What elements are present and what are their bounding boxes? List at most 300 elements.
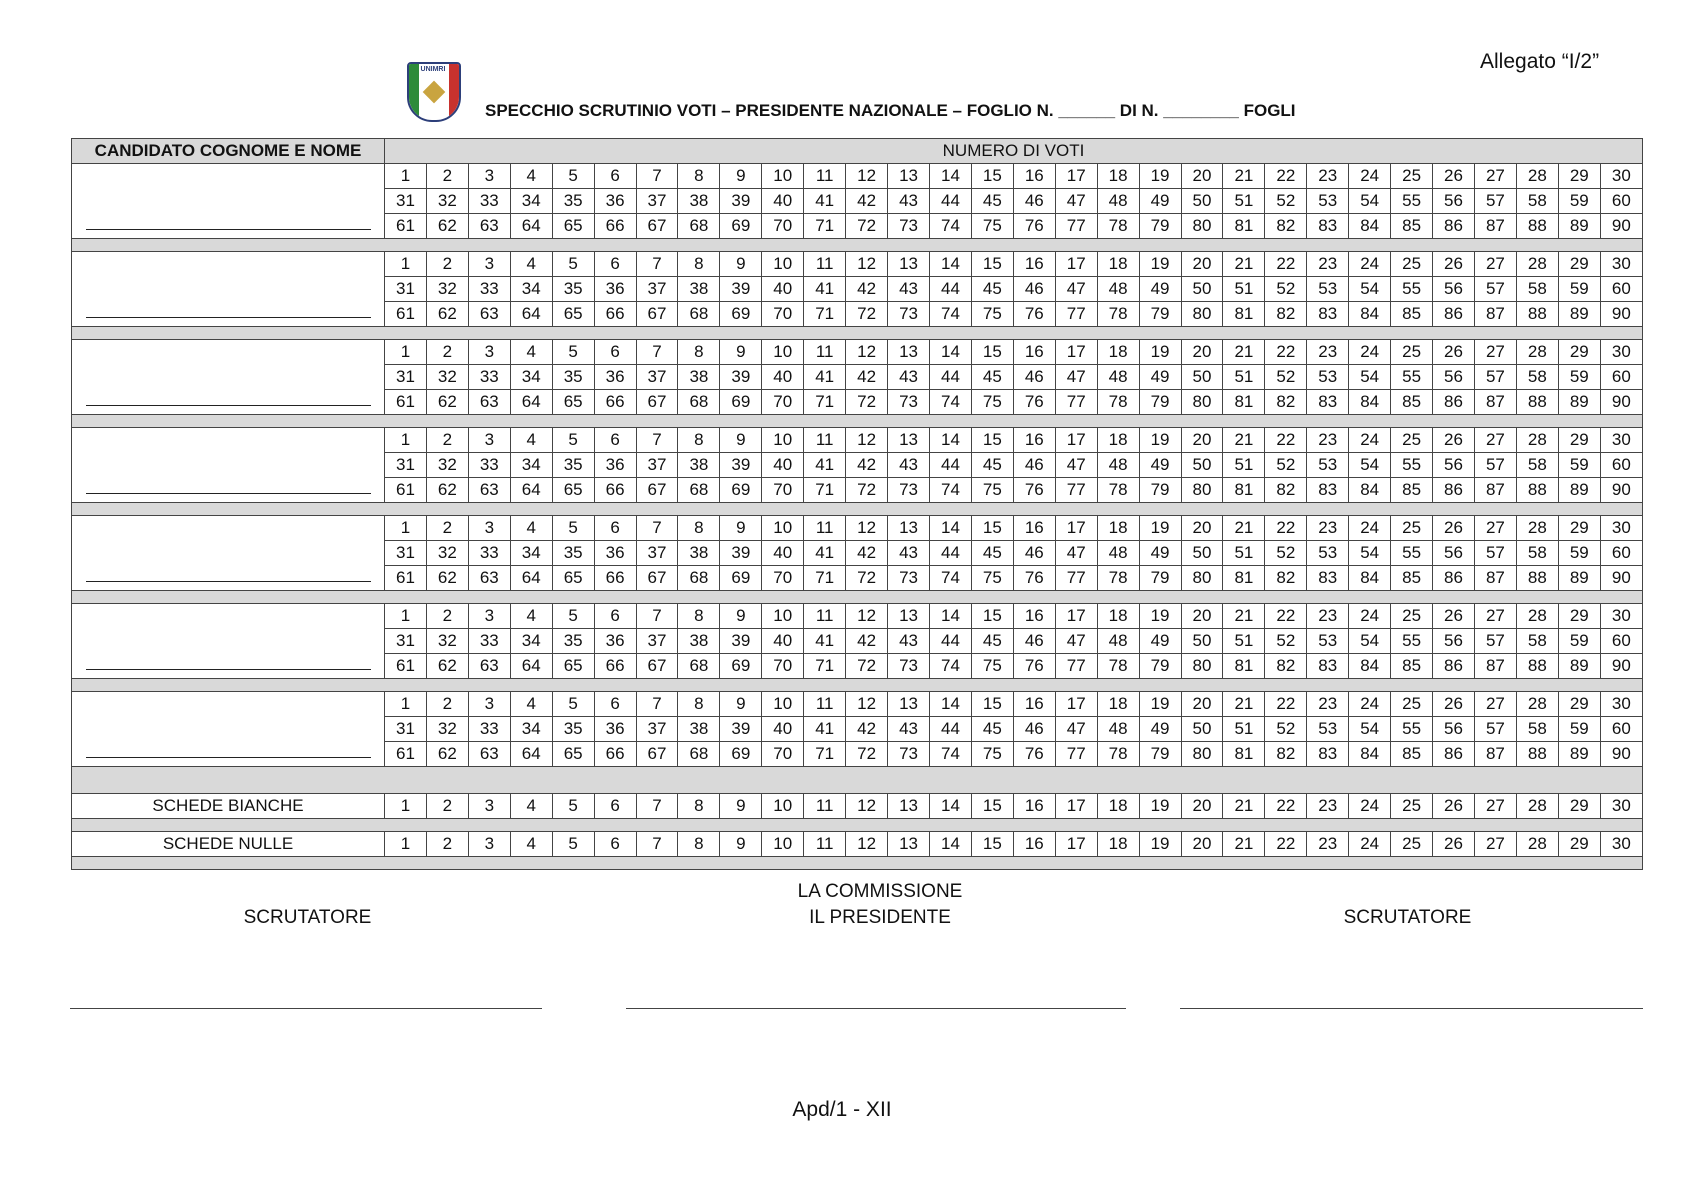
- vote-cell[interactable]: 52: [1265, 277, 1307, 302]
- vote-cell[interactable]: 80: [1181, 302, 1223, 327]
- vote-cell[interactable]: 79: [1139, 742, 1181, 767]
- vote-cell[interactable]: 74: [929, 214, 971, 239]
- vote-cell[interactable]: 58: [1516, 365, 1558, 390]
- vote-cell[interactable]: 28: [1516, 832, 1558, 857]
- vote-cell[interactable]: 19: [1139, 252, 1181, 277]
- vote-cell[interactable]: 87: [1474, 214, 1516, 239]
- vote-cell[interactable]: 57: [1474, 189, 1516, 214]
- vote-cell[interactable]: 50: [1181, 717, 1223, 742]
- vote-cell[interactable]: 90: [1600, 302, 1642, 327]
- vote-cell[interactable]: 2: [426, 604, 468, 629]
- vote-cell[interactable]: 20: [1181, 252, 1223, 277]
- vote-cell[interactable]: 73: [888, 390, 930, 415]
- vote-cell[interactable]: 75: [971, 654, 1013, 679]
- vote-cell[interactable]: 89: [1558, 742, 1600, 767]
- vote-cell[interactable]: 34: [510, 629, 552, 654]
- vote-cell[interactable]: 69: [720, 214, 762, 239]
- vote-cell[interactable]: 34: [510, 453, 552, 478]
- vote-cell[interactable]: 64: [510, 566, 552, 591]
- vote-cell[interactable]: 23: [1307, 252, 1349, 277]
- vote-cell[interactable]: 53: [1307, 365, 1349, 390]
- vote-cell[interactable]: 17: [1055, 604, 1097, 629]
- vote-cell[interactable]: 64: [510, 742, 552, 767]
- vote-cell[interactable]: 22: [1265, 604, 1307, 629]
- vote-cell[interactable]: 15: [971, 604, 1013, 629]
- vote-cell[interactable]: 77: [1055, 566, 1097, 591]
- vote-cell[interactable]: 20: [1181, 516, 1223, 541]
- vote-cell[interactable]: 39: [720, 717, 762, 742]
- vote-cell[interactable]: 38: [678, 541, 720, 566]
- vote-cell[interactable]: 7: [636, 832, 678, 857]
- vote-cell[interactable]: 27: [1474, 794, 1516, 819]
- vote-cell[interactable]: 71: [804, 478, 846, 503]
- vote-cell[interactable]: 49: [1139, 365, 1181, 390]
- vote-cell[interactable]: 32: [426, 189, 468, 214]
- vote-cell[interactable]: 35: [552, 365, 594, 390]
- vote-cell[interactable]: 5: [552, 516, 594, 541]
- vote-cell[interactable]: 55: [1391, 629, 1433, 654]
- vote-cell[interactable]: 12: [846, 692, 888, 717]
- vote-cell[interactable]: 71: [804, 742, 846, 767]
- vote-cell[interactable]: 22: [1265, 692, 1307, 717]
- vote-cell[interactable]: 36: [594, 365, 636, 390]
- vote-cell[interactable]: 67: [636, 214, 678, 239]
- vote-cell[interactable]: 34: [510, 189, 552, 214]
- vote-cell[interactable]: 81: [1223, 478, 1265, 503]
- vote-cell[interactable]: 58: [1516, 717, 1558, 742]
- vote-cell[interactable]: 81: [1223, 654, 1265, 679]
- vote-cell[interactable]: 86: [1433, 390, 1475, 415]
- vote-cell[interactable]: 76: [1013, 390, 1055, 415]
- vote-cell[interactable]: 84: [1349, 302, 1391, 327]
- vote-cell[interactable]: 11: [804, 428, 846, 453]
- vote-cell[interactable]: 36: [594, 189, 636, 214]
- vote-cell[interactable]: 15: [971, 832, 1013, 857]
- vote-cell[interactable]: 73: [888, 654, 930, 679]
- vote-cell[interactable]: 13: [888, 428, 930, 453]
- vote-cell[interactable]: 67: [636, 742, 678, 767]
- vote-cell[interactable]: 18: [1097, 604, 1139, 629]
- vote-cell[interactable]: 81: [1223, 566, 1265, 591]
- vote-cell[interactable]: 46: [1013, 189, 1055, 214]
- vote-cell[interactable]: 24: [1349, 516, 1391, 541]
- vote-cell[interactable]: 27: [1474, 516, 1516, 541]
- vote-cell[interactable]: 84: [1349, 654, 1391, 679]
- vote-cell[interactable]: 90: [1600, 654, 1642, 679]
- vote-cell[interactable]: 42: [846, 365, 888, 390]
- vote-cell[interactable]: 35: [552, 717, 594, 742]
- vote-cell[interactable]: 43: [888, 717, 930, 742]
- vote-cell[interactable]: 22: [1265, 832, 1307, 857]
- vote-cell[interactable]: 40: [762, 453, 804, 478]
- vote-cell[interactable]: 74: [929, 566, 971, 591]
- vote-cell[interactable]: 42: [846, 453, 888, 478]
- vote-cell[interactable]: 17: [1055, 692, 1097, 717]
- vote-cell[interactable]: 9: [720, 340, 762, 365]
- vote-cell[interactable]: 30: [1600, 164, 1642, 189]
- vote-cell[interactable]: 33: [468, 717, 510, 742]
- vote-cell[interactable]: 78: [1097, 566, 1139, 591]
- vote-cell[interactable]: 54: [1349, 277, 1391, 302]
- vote-cell[interactable]: 82: [1265, 566, 1307, 591]
- vote-cell[interactable]: 13: [888, 832, 930, 857]
- vote-cell[interactable]: 35: [552, 541, 594, 566]
- vote-cell[interactable]: 58: [1516, 629, 1558, 654]
- vote-cell[interactable]: 70: [762, 742, 804, 767]
- candidate-name-field[interactable]: [72, 604, 385, 679]
- vote-cell[interactable]: 64: [510, 390, 552, 415]
- vote-cell[interactable]: 83: [1307, 390, 1349, 415]
- vote-cell[interactable]: 51: [1223, 365, 1265, 390]
- vote-cell[interactable]: 65: [552, 214, 594, 239]
- vote-cell[interactable]: 55: [1391, 189, 1433, 214]
- vote-cell[interactable]: 8: [678, 604, 720, 629]
- vote-cell[interactable]: 18: [1097, 692, 1139, 717]
- vote-cell[interactable]: 18: [1097, 252, 1139, 277]
- vote-cell[interactable]: 23: [1307, 164, 1349, 189]
- vote-cell[interactable]: 9: [720, 516, 762, 541]
- vote-cell[interactable]: 55: [1391, 541, 1433, 566]
- vote-cell[interactable]: 26: [1433, 832, 1475, 857]
- signature-line-left[interactable]: [70, 1008, 542, 1009]
- vote-cell[interactable]: 4: [510, 252, 552, 277]
- vote-cell[interactable]: 72: [846, 390, 888, 415]
- vote-cell[interactable]: 78: [1097, 390, 1139, 415]
- vote-cell[interactable]: 18: [1097, 340, 1139, 365]
- vote-cell[interactable]: 77: [1055, 302, 1097, 327]
- vote-cell[interactable]: 41: [804, 453, 846, 478]
- vote-cell[interactable]: 37: [636, 541, 678, 566]
- vote-cell[interactable]: 17: [1055, 252, 1097, 277]
- vote-cell[interactable]: 31: [385, 629, 427, 654]
- vote-cell[interactable]: 19: [1139, 340, 1181, 365]
- vote-cell[interactable]: 75: [971, 566, 1013, 591]
- vote-cell[interactable]: 17: [1055, 794, 1097, 819]
- vote-cell[interactable]: 59: [1558, 277, 1600, 302]
- vote-cell[interactable]: 58: [1516, 277, 1558, 302]
- vote-cell[interactable]: 74: [929, 302, 971, 327]
- vote-cell[interactable]: 52: [1265, 365, 1307, 390]
- vote-cell[interactable]: 11: [804, 794, 846, 819]
- vote-cell[interactable]: 86: [1433, 302, 1475, 327]
- vote-cell[interactable]: 36: [594, 277, 636, 302]
- vote-cell[interactable]: 83: [1307, 302, 1349, 327]
- vote-cell[interactable]: 38: [678, 365, 720, 390]
- vote-cell[interactable]: 3: [468, 340, 510, 365]
- vote-cell[interactable]: 1: [385, 164, 427, 189]
- vote-cell[interactable]: 33: [468, 541, 510, 566]
- vote-cell[interactable]: 15: [971, 428, 1013, 453]
- vote-cell[interactable]: 71: [804, 302, 846, 327]
- vote-cell[interactable]: 9: [720, 164, 762, 189]
- vote-cell[interactable]: 14: [929, 516, 971, 541]
- vote-cell[interactable]: 10: [762, 692, 804, 717]
- vote-cell[interactable]: 31: [385, 277, 427, 302]
- vote-cell[interactable]: 71: [804, 566, 846, 591]
- vote-cell[interactable]: 29: [1558, 164, 1600, 189]
- vote-cell[interactable]: 60: [1600, 365, 1642, 390]
- vote-cell[interactable]: 81: [1223, 302, 1265, 327]
- vote-cell[interactable]: 21: [1223, 340, 1265, 365]
- vote-cell[interactable]: 68: [678, 654, 720, 679]
- vote-cell[interactable]: 18: [1097, 428, 1139, 453]
- vote-cell[interactable]: 90: [1600, 390, 1642, 415]
- vote-cell[interactable]: 46: [1013, 541, 1055, 566]
- vote-cell[interactable]: 83: [1307, 214, 1349, 239]
- vote-cell[interactable]: 10: [762, 516, 804, 541]
- vote-cell[interactable]: 69: [720, 478, 762, 503]
- vote-cell[interactable]: 37: [636, 189, 678, 214]
- candidate-name-field[interactable]: [72, 164, 385, 239]
- vote-cell[interactable]: 79: [1139, 390, 1181, 415]
- vote-cell[interactable]: 24: [1349, 794, 1391, 819]
- vote-cell[interactable]: 13: [888, 164, 930, 189]
- vote-cell[interactable]: 13: [888, 604, 930, 629]
- vote-cell[interactable]: 80: [1181, 478, 1223, 503]
- vote-cell[interactable]: 75: [971, 302, 1013, 327]
- vote-cell[interactable]: 69: [720, 302, 762, 327]
- vote-cell[interactable]: 6: [594, 340, 636, 365]
- vote-cell[interactable]: 63: [468, 566, 510, 591]
- vote-cell[interactable]: 21: [1223, 516, 1265, 541]
- vote-cell[interactable]: 12: [846, 794, 888, 819]
- vote-cell[interactable]: 4: [510, 794, 552, 819]
- vote-cell[interactable]: 53: [1307, 717, 1349, 742]
- vote-cell[interactable]: 27: [1474, 252, 1516, 277]
- vote-cell[interactable]: 23: [1307, 340, 1349, 365]
- vote-cell[interactable]: 48: [1097, 629, 1139, 654]
- vote-cell[interactable]: 82: [1265, 742, 1307, 767]
- vote-cell[interactable]: 15: [971, 516, 1013, 541]
- vote-cell[interactable]: 9: [720, 252, 762, 277]
- vote-cell[interactable]: 50: [1181, 365, 1223, 390]
- vote-cell[interactable]: 68: [678, 742, 720, 767]
- vote-cell[interactable]: 40: [762, 541, 804, 566]
- vote-cell[interactable]: 9: [720, 832, 762, 857]
- vote-cell[interactable]: 55: [1391, 365, 1433, 390]
- vote-cell[interactable]: 5: [552, 832, 594, 857]
- vote-cell[interactable]: 85: [1391, 478, 1433, 503]
- vote-cell[interactable]: 74: [929, 478, 971, 503]
- vote-cell[interactable]: 38: [678, 189, 720, 214]
- vote-cell[interactable]: 78: [1097, 478, 1139, 503]
- vote-cell[interactable]: 60: [1600, 717, 1642, 742]
- vote-cell[interactable]: 68: [678, 214, 720, 239]
- vote-cell[interactable]: 3: [468, 794, 510, 819]
- vote-cell[interactable]: 53: [1307, 453, 1349, 478]
- vote-cell[interactable]: 83: [1307, 654, 1349, 679]
- vote-cell[interactable]: 9: [720, 604, 762, 629]
- vote-cell[interactable]: 87: [1474, 302, 1516, 327]
- vote-cell[interactable]: 83: [1307, 478, 1349, 503]
- vote-cell[interactable]: 33: [468, 453, 510, 478]
- vote-cell[interactable]: 24: [1349, 252, 1391, 277]
- vote-cell[interactable]: 73: [888, 478, 930, 503]
- vote-cell[interactable]: 54: [1349, 541, 1391, 566]
- vote-cell[interactable]: 65: [552, 478, 594, 503]
- vote-cell[interactable]: 6: [594, 516, 636, 541]
- candidate-name-field[interactable]: [72, 516, 385, 591]
- vote-cell[interactable]: 20: [1181, 428, 1223, 453]
- vote-cell[interactable]: 8: [678, 164, 720, 189]
- vote-cell[interactable]: 25: [1391, 692, 1433, 717]
- vote-cell[interactable]: 61: [385, 302, 427, 327]
- vote-cell[interactable]: 85: [1391, 654, 1433, 679]
- vote-cell[interactable]: 58: [1516, 453, 1558, 478]
- vote-cell[interactable]: 20: [1181, 692, 1223, 717]
- vote-cell[interactable]: 14: [929, 340, 971, 365]
- vote-cell[interactable]: 23: [1307, 692, 1349, 717]
- vote-cell[interactable]: 19: [1139, 604, 1181, 629]
- vote-cell[interactable]: 43: [888, 453, 930, 478]
- vote-cell[interactable]: 2: [426, 692, 468, 717]
- vote-cell[interactable]: 68: [678, 302, 720, 327]
- vote-cell[interactable]: 82: [1265, 390, 1307, 415]
- vote-cell[interactable]: 66: [594, 742, 636, 767]
- vote-cell[interactable]: 50: [1181, 189, 1223, 214]
- vote-cell[interactable]: 52: [1265, 629, 1307, 654]
- vote-cell[interactable]: 62: [426, 302, 468, 327]
- vote-cell[interactable]: 23: [1307, 604, 1349, 629]
- vote-cell[interactable]: 30: [1600, 832, 1642, 857]
- candidate-name-field[interactable]: [72, 340, 385, 415]
- vote-cell[interactable]: 60: [1600, 629, 1642, 654]
- vote-cell[interactable]: 62: [426, 214, 468, 239]
- vote-cell[interactable]: 15: [971, 164, 1013, 189]
- signature-line-center[interactable]: [626, 1008, 1126, 1009]
- vote-cell[interactable]: 31: [385, 189, 427, 214]
- vote-cell[interactable]: 45: [971, 717, 1013, 742]
- vote-cell[interactable]: 48: [1097, 277, 1139, 302]
- vote-cell[interactable]: 74: [929, 390, 971, 415]
- vote-cell[interactable]: 15: [971, 252, 1013, 277]
- vote-cell[interactable]: 46: [1013, 717, 1055, 742]
- vote-cell[interactable]: 88: [1516, 654, 1558, 679]
- vote-cell[interactable]: 45: [971, 629, 1013, 654]
- vote-cell[interactable]: 44: [929, 365, 971, 390]
- vote-cell[interactable]: 67: [636, 478, 678, 503]
- vote-cell[interactable]: 9: [720, 692, 762, 717]
- vote-cell[interactable]: 86: [1433, 214, 1475, 239]
- vote-cell[interactable]: 25: [1391, 794, 1433, 819]
- vote-cell[interactable]: 87: [1474, 478, 1516, 503]
- vote-cell[interactable]: 24: [1349, 832, 1391, 857]
- vote-cell[interactable]: 17: [1055, 428, 1097, 453]
- vote-cell[interactable]: 13: [888, 252, 930, 277]
- vote-cell[interactable]: 23: [1307, 794, 1349, 819]
- vote-cell[interactable]: 61: [385, 742, 427, 767]
- vote-cell[interactable]: 17: [1055, 516, 1097, 541]
- vote-cell[interactable]: 26: [1433, 692, 1475, 717]
- vote-cell[interactable]: 27: [1474, 604, 1516, 629]
- vote-cell[interactable]: 67: [636, 302, 678, 327]
- vote-cell[interactable]: 27: [1474, 164, 1516, 189]
- vote-cell[interactable]: 9: [720, 428, 762, 453]
- vote-cell[interactable]: 1: [385, 794, 427, 819]
- vote-cell[interactable]: 55: [1391, 277, 1433, 302]
- vote-cell[interactable]: 89: [1558, 302, 1600, 327]
- vote-cell[interactable]: 49: [1139, 541, 1181, 566]
- vote-cell[interactable]: 57: [1474, 453, 1516, 478]
- vote-cell[interactable]: 8: [678, 340, 720, 365]
- vote-cell[interactable]: 79: [1139, 566, 1181, 591]
- vote-cell[interactable]: 80: [1181, 654, 1223, 679]
- vote-cell[interactable]: 6: [594, 604, 636, 629]
- vote-cell[interactable]: 26: [1433, 516, 1475, 541]
- vote-cell[interactable]: 39: [720, 453, 762, 478]
- vote-cell[interactable]: 37: [636, 717, 678, 742]
- vote-cell[interactable]: 36: [594, 717, 636, 742]
- vote-cell[interactable]: 79: [1139, 478, 1181, 503]
- vote-cell[interactable]: 31: [385, 541, 427, 566]
- vote-cell[interactable]: 5: [552, 164, 594, 189]
- vote-cell[interactable]: 56: [1433, 717, 1475, 742]
- vote-cell[interactable]: 61: [385, 214, 427, 239]
- vote-cell[interactable]: 72: [846, 302, 888, 327]
- vote-cell[interactable]: 54: [1349, 189, 1391, 214]
- vote-cell[interactable]: 78: [1097, 654, 1139, 679]
- vote-cell[interactable]: 22: [1265, 794, 1307, 819]
- vote-cell[interactable]: 8: [678, 692, 720, 717]
- vote-cell[interactable]: 65: [552, 742, 594, 767]
- vote-cell[interactable]: 35: [552, 629, 594, 654]
- vote-cell[interactable]: 36: [594, 453, 636, 478]
- vote-cell[interactable]: 87: [1474, 654, 1516, 679]
- vote-cell[interactable]: 60: [1600, 277, 1642, 302]
- vote-cell[interactable]: 78: [1097, 742, 1139, 767]
- vote-cell[interactable]: 39: [720, 629, 762, 654]
- vote-cell[interactable]: 85: [1391, 214, 1433, 239]
- vote-cell[interactable]: 88: [1516, 566, 1558, 591]
- vote-cell[interactable]: 63: [468, 478, 510, 503]
- vote-cell[interactable]: 81: [1223, 742, 1265, 767]
- vote-cell[interactable]: 55: [1391, 717, 1433, 742]
- vote-cell[interactable]: 19: [1139, 692, 1181, 717]
- vote-cell[interactable]: 41: [804, 277, 846, 302]
- vote-cell[interactable]: 1: [385, 428, 427, 453]
- vote-cell[interactable]: 45: [971, 453, 1013, 478]
- vote-cell[interactable]: 48: [1097, 365, 1139, 390]
- vote-cell[interactable]: 76: [1013, 302, 1055, 327]
- vote-cell[interactable]: 29: [1558, 340, 1600, 365]
- vote-cell[interactable]: 26: [1433, 428, 1475, 453]
- vote-cell[interactable]: 77: [1055, 390, 1097, 415]
- vote-cell[interactable]: 89: [1558, 390, 1600, 415]
- candidate-name-field[interactable]: [72, 252, 385, 327]
- vote-cell[interactable]: 63: [468, 390, 510, 415]
- vote-cell[interactable]: 4: [510, 340, 552, 365]
- vote-cell[interactable]: 44: [929, 277, 971, 302]
- vote-cell[interactable]: 34: [510, 717, 552, 742]
- vote-cell[interactable]: 3: [468, 252, 510, 277]
- vote-cell[interactable]: 25: [1391, 252, 1433, 277]
- vote-cell[interactable]: 29: [1558, 832, 1600, 857]
- vote-cell[interactable]: 8: [678, 832, 720, 857]
- vote-cell[interactable]: 4: [510, 692, 552, 717]
- vote-cell[interactable]: 16: [1013, 428, 1055, 453]
- vote-cell[interactable]: 25: [1391, 428, 1433, 453]
- vote-cell[interactable]: 42: [846, 717, 888, 742]
- vote-cell[interactable]: 34: [510, 277, 552, 302]
- vote-cell[interactable]: 30: [1600, 428, 1642, 453]
- vote-cell[interactable]: 57: [1474, 277, 1516, 302]
- vote-cell[interactable]: 56: [1433, 453, 1475, 478]
- vote-cell[interactable]: 15: [971, 340, 1013, 365]
- vote-cell[interactable]: 38: [678, 629, 720, 654]
- vote-cell[interactable]: 33: [468, 277, 510, 302]
- vote-cell[interactable]: 29: [1558, 604, 1600, 629]
- vote-cell[interactable]: 87: [1474, 566, 1516, 591]
